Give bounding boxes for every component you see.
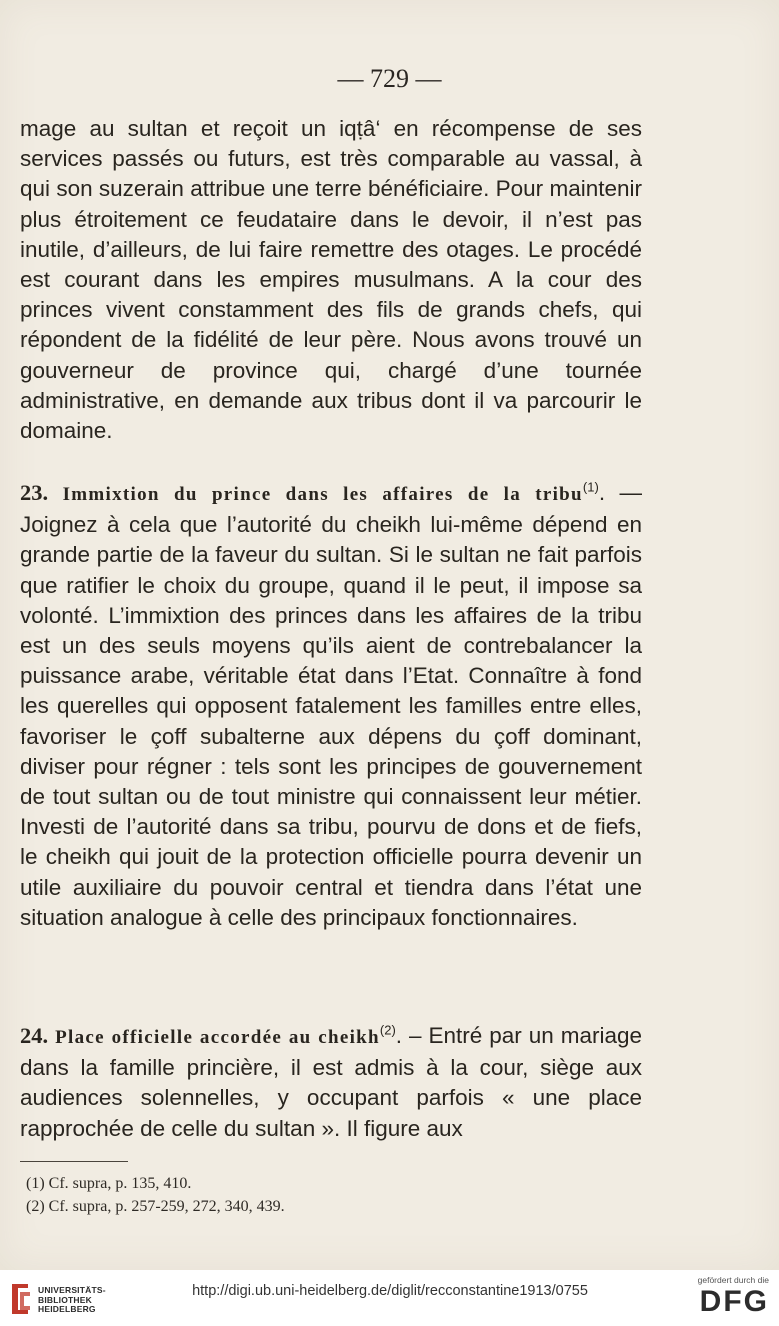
ub-heidelberg-logo-icon bbox=[8, 1280, 34, 1318]
section-text: . – Entré par un mariage dans la famille princière, il est admis à la cour, siège aux audiences solennelles, y occupant parfois « une place rapprochée de celle du sultan ». Il figure aux bbox=[20, 1023, 642, 1141]
library-line-2: BIBLIOTHEK bbox=[38, 1294, 92, 1305]
footnote-2: (2) Cf. supra, p. 257-259, 272, 340, 439. bbox=[26, 1198, 285, 1215]
library-name bbox=[38, 1286, 106, 1315]
footnote-ref: (2) bbox=[379, 1022, 396, 1038]
section-number: 24. bbox=[20, 1023, 49, 1048]
section-24 bbox=[20, 1021, 642, 1144]
section-text: . — Joignez à cela que l’autorité du cheikh lui-même dépend en grande partie de la faveur du sultan. Si le sultan ne fait parfois que ratifier le choix du groupe, quand il le peut, il impose sa volonté. L’immixtion des princes dans les affaires de la tribu est un des seuls moyens qu’ils aient de contrebalancer la puissance arabe, véritable état dans l’Etat. Connaître à fond les querelles qui opposent fatalement les familles entre elles, favoriser le çoff subalterne aux dépens du çoff dominant, diviser pour régner : tels sont les principes de gouvernement de tout sultan ou de tout ministre qui connaissent leur métier. Investi de l’autorité dans sa tribu, pourvu de dons et de fiefs, le cheikh qui jouit de la protection officielle pourra devenir un utile auxiliaire du pouvoir central et tiendra dans l’état une situation analogue à celle des principaux fonctionnaires. bbox=[20, 480, 642, 930]
section-23 bbox=[20, 478, 642, 933]
footnote-1: (1) Cf. supra, p. 135, 410. bbox=[26, 1175, 192, 1192]
dfg-wordmark: DFG bbox=[699, 1285, 769, 1318]
page-number: — 729 — bbox=[337, 64, 442, 93]
section-number: 23. bbox=[20, 480, 49, 505]
library-line-1: UNIVERSITÄTS- bbox=[38, 1285, 106, 1295]
library-line-3: HEIDELBERG bbox=[38, 1304, 96, 1314]
footnote-ref: (1) bbox=[582, 479, 599, 495]
library-logo[interactable] bbox=[8, 1280, 158, 1320]
viewer-footer bbox=[0, 1270, 779, 1326]
funding-label: gefördert durch die bbox=[697, 1275, 769, 1285]
footnote-divider bbox=[20, 1161, 128, 1162]
section-heading: Immixtion du prince dans les affaires de la tribu bbox=[62, 484, 583, 505]
permalink-url[interactable]: http://digi.ub.uni-heidelberg.de/diglit/recconstantine1913/0755 bbox=[192, 1283, 588, 1299]
paragraph-continuation: mage au sultan et reçoit un iqṭâ‘ en récompense de ses services passés ou futurs, est très comparable au vassal, à qui son suzerain attribue une terre bénéficiaire. Pour maintenir plus étroitement ce feudataire dans le devoir, il n’est pas inutile, d’ailleurs, de lui faire remettre des otages. Le procédé est courant dans les empires musulmans. A la cour des princes vivent constamment des fils de grands chefs, qui répondent de la fidélité de leur père. Nous avons trouvé un gouverneur de province qui, chargé d’une tournée administrative, en demande aux tribus dont il va parcourir le domaine. bbox=[20, 116, 642, 444]
dfg-logo[interactable] bbox=[683, 1274, 769, 1324]
footnotes bbox=[26, 1172, 285, 1218]
section-heading: Place officielle accordée au cheikh bbox=[55, 1027, 380, 1048]
